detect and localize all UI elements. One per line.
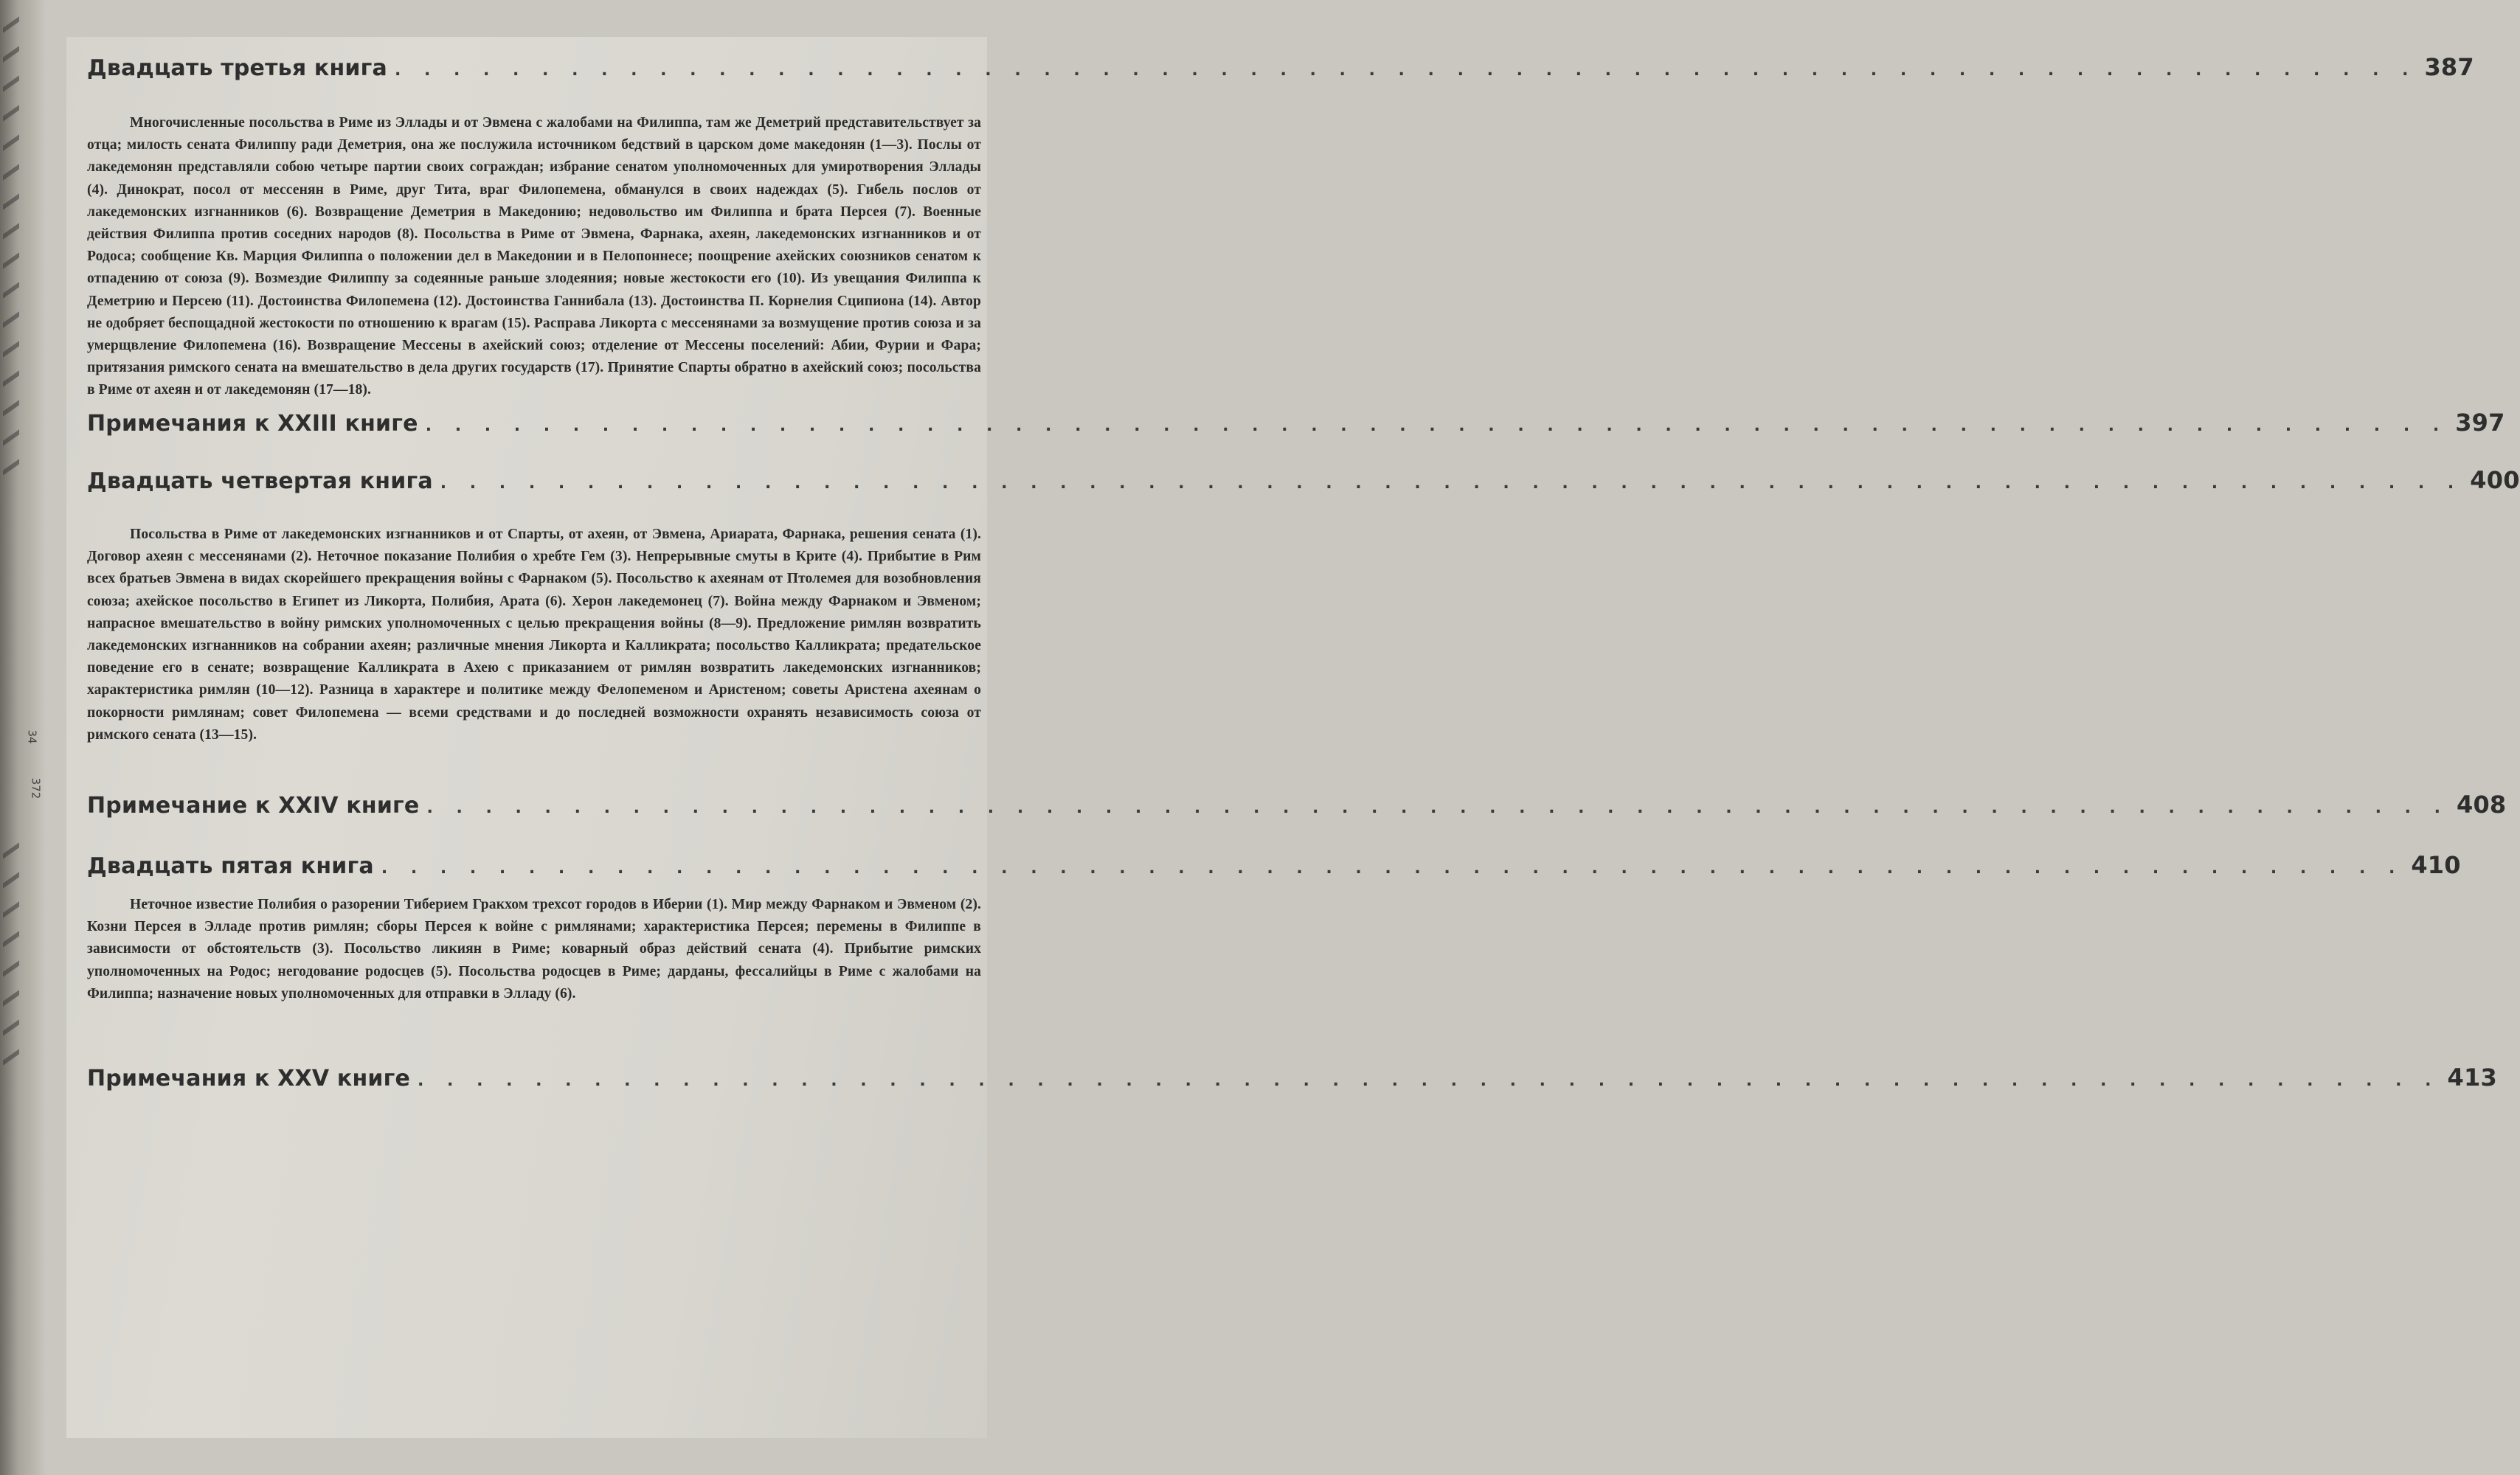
toc-summary-book-24: Посольства в Риме от лакедемонских изгнанников и от Спарты, от ахеян, от Эвмена, Ариарата, Фарнака, решения сената (1). Договор ахеян с мессенянами (2). Неточное показание Полибия о хребте Гем (3). Непрерывные смуты в Крите (4). Прибытие в Рим всех братьев Эвмена в видах скорейшего прекращения войны с Фарнаком (5). Посольство к ахеянам от Птолемея для возобновления союза; ахейское посольство в Египет из Ликорта, Полибия, Арата (6). Херон лакедемонец (7). Война между Фарнаком и Эвменом; напрасное вмешательство в войну римских уполномоченных с целью прекращения войны (8—9). Предложение римлян возвратить лакедемонских изгнанников на собрании ахеян; различные мнения Ликорта и Калликрата; посольство Калликрата; предательское поведение его в сенате; возвращение Калликрата в Ахею с приказанием от римлян возвратить лакедемонских изгнанников; характеристика римлян (10—12). Разница в характере и политике между Фелопеменом и Аристеном; советы Аристена ахеянам о покорности римлянам; совет Филопемена — всеми средствами и до последней возможности охранять независимость союза от римского сената (13—15). bbox=[87, 527, 981, 743]
spine-hatch bbox=[3, 960, 19, 976]
toc-leader-dots: . . . . . . . . . . . . . . . . . . . . . . . . . . . . . . . . . . . . . . . . . . . . . . . . . . . . . . . . . . . . . . . . . . . . . bbox=[381, 859, 2404, 878]
spine-mark: 372 bbox=[29, 777, 43, 799]
spine-hatch bbox=[3, 901, 19, 917]
toc-entry-notes-23 bbox=[87, 409, 2505, 437]
spine-hatch bbox=[3, 164, 19, 180]
toc-entry-book-23 bbox=[87, 53, 2474, 81]
spine-hatch bbox=[3, 1019, 19, 1035]
spine-hatch bbox=[3, 311, 19, 327]
spine-hatch bbox=[3, 872, 19, 888]
spine-hatch bbox=[3, 1049, 19, 1065]
spine-hatch bbox=[3, 429, 19, 445]
spine-hatch bbox=[3, 252, 19, 268]
toc-entry-title: Двадцать пятая книга bbox=[87, 853, 374, 879]
toc-leader-dots: . . . . . . . . . . . . . . . . . . . . . . . . . . . . . . . . . . . . . . . . . . . . . . . . . . . . . . . . . . . . . . . . . . . . . bbox=[418, 1072, 2440, 1090]
toc-summary-book-23: Многочисленные посольства в Риме из Эллады и от Эвмена с жалобами на Филиппа, там же Деметрий представительствует за отца; милость сената Филиппу ради Деметрия, она же послужила источником бедствий в царском доме македонян (1—3). Послы от лакедемонян представляли собою четыре партии своих сограждан; избрание сенатом уполномоченных для умиротворения Эллады (4). Динократ, посол от мессенян в Риме, друг Тита, враг Филопемена, обманулся в своих надеждах (5). Гибель послов от лакедемонских изгнанников (6). Возвращение Деметрия в Македонию; недовольство им Филиппа и брата Персея (7). Военные действия Филиппа против соседних народов (8). Посольства в Риме от Эвмена, Фарнака, ахеян, лакедемонских изгнанников и от Родоса; сообщение Кв. Марция Филиппа о положении дел в Македонии и в Пелопоннесе; поощрение ахейских союзников сенатом к отпадению от союза (9). Возмездие Филиппу за содеянные раньше злодеяния; новые жестокости его (10). Из увещания Филиппа к Деметрию и Персею (11). Достоинства Филопемена (12). Достоинства Ганнибала (13). Достоинства П. Корнелия Сципиона (14). Автор не одобряет беспощадной жестокости по отношению к врагам (15). Расправа Ликорта с мессенянами за возмущение против союза и за умерщвление Филопемена (16). Возвращение Мессены в ахейский союз; отделение от Мессены поселений: Абии, Фурии и Фара; притязания римского сената на вмешательство в дела других государств (17). Принятие Спарты обратно в ахейский союз; посольства в Риме от ахеян и от лакедемонян (17—18). bbox=[87, 115, 981, 398]
toc-leader-dots: . . . . . . . . . . . . . . . . . . . . . . . . . . . . . . . . . . . . . . . . . . . . . . . . . . . . . . . . . . . . . . . . . . . . . bbox=[394, 61, 2417, 80]
toc-page-number: 387 bbox=[2424, 53, 2474, 81]
spine-hatch bbox=[3, 75, 19, 91]
toc-entry-title: Примечания к XXV книге bbox=[87, 1066, 411, 1092]
book-spine-edge bbox=[0, 0, 46, 1475]
spine-hatch bbox=[3, 46, 19, 62]
spine-hatch bbox=[3, 134, 19, 150]
spine-hatch bbox=[3, 370, 19, 386]
toc-entry-title: Примечание к XXIV книге bbox=[87, 793, 420, 819]
toc-entry-title: Двадцать четвертая книга bbox=[87, 468, 433, 494]
toc-page-number: 397 bbox=[2455, 409, 2505, 437]
toc-page-number: 400 bbox=[2470, 466, 2520, 494]
toc-entry-book-24 bbox=[87, 466, 2520, 494]
spine-hatch bbox=[3, 990, 19, 1006]
toc-entry-notes-24 bbox=[87, 791, 2507, 819]
spine-hatch bbox=[3, 459, 19, 475]
spine-hatch bbox=[3, 223, 19, 239]
toc-entry-notes-25 bbox=[87, 1063, 2497, 1092]
toc-leader-dots: . . . . . . . . . . . . . . . . . . . . . . . . . . . . . . . . . . . . . . . . . . . . . . . . . . . . . . . . . . . . . . . . . . . . . bbox=[426, 799, 2449, 817]
spine-hatch bbox=[3, 16, 19, 32]
spine-hatch bbox=[3, 105, 19, 121]
spine-hatch bbox=[3, 341, 19, 357]
toc-page-number: 410 bbox=[2411, 851, 2461, 879]
toc-leader-dots: . . . . . . . . . . . . . . . . . . . . . . . . . . . . . . . . . . . . . . . . . . . . . . . . . . . . . . . . . . . . . . . . . . . . . bbox=[440, 474, 2463, 493]
toc-page-number: 413 bbox=[2447, 1063, 2497, 1092]
spine-hatch bbox=[3, 282, 19, 298]
spine-hatch bbox=[3, 931, 19, 947]
book-page bbox=[66, 37, 2520, 1438]
toc-entry-title: Примечания к XXIII книге bbox=[87, 411, 418, 437]
spine-hatch bbox=[3, 842, 19, 858]
spine-mark: 34 bbox=[25, 729, 39, 744]
toc-entry-title: Двадцать третья книга bbox=[87, 55, 387, 81]
toc-page-number: 408 bbox=[2456, 791, 2507, 819]
toc-summary-book-25: Неточное известие Полибия о разорении Тиберием Гракхом трехсот городов в Иберии (1). Мир между Фарнаком и Эвменом (2). Козни Персея в Элладе против римлян; сборы Персея к войне с римлянами; характеристика Персея; перемены в Филиппе в зависимости от обстоятельств (3). Посольство ликиян в Риме; коварный образ действий сената (4). Прибытие римских уполномоченных на Родос; негодование родосцев (5). Посольства родосцев в Риме; дарданы, фессалийцы в Риме с жалобами на Филиппа; назначение новых уполномоченных для отправки в Элладу (6). bbox=[87, 897, 981, 1002]
spine-hatch bbox=[3, 400, 19, 416]
spine-hatch bbox=[3, 193, 19, 209]
toc-entry-book-25 bbox=[87, 851, 2461, 879]
toc-leader-dots: . . . . . . . . . . . . . . . . . . . . . . . . . . . . . . . . . . . . . . . . . . . . . . . . . . . . . . . . . . . . . . . . . . . . . bbox=[425, 417, 2448, 435]
